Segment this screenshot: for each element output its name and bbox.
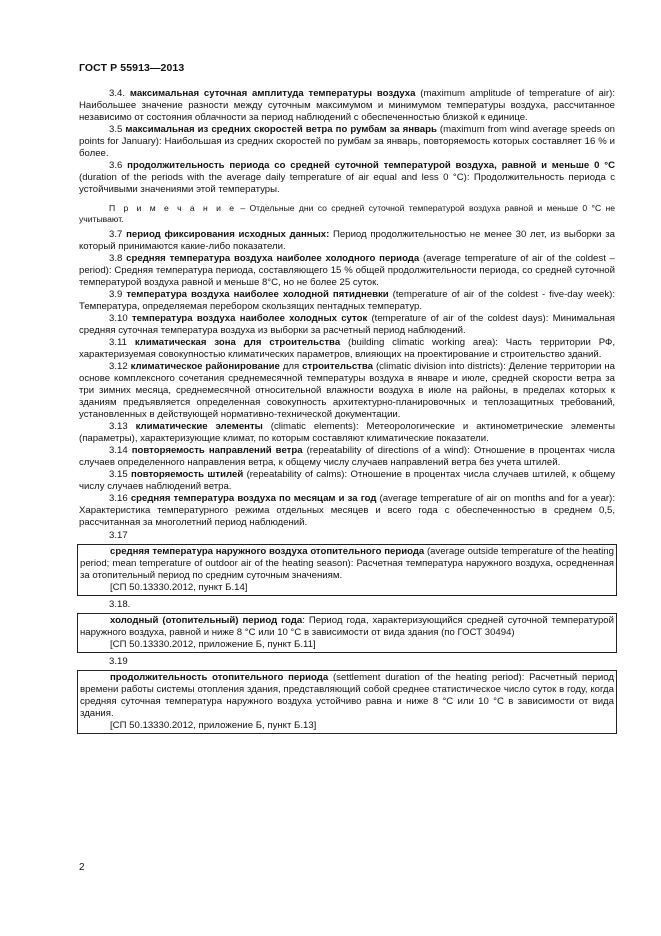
clause-3-8: 3.8 средняя температура воздуха наиболее холодного периода (average temperature of air of the coldest – period): Средняя температура периода, составляющего 15 % общей продолжительности периода, со средней суточной температурой воздуха равной и меньше 8°С, но не более 25 суток. (79, 253, 615, 288)
document-header: ГОСТ Р 55913—2013 (79, 62, 185, 74)
source-reference: [СП 50.13330.2012, приложение Б, пункт Б.13] (110, 720, 317, 731)
clause-3-12: 3.12 климатическое районирование для строительства (climatic division into districts): Деление территории на основе комплексного сочетания среднемесячной температуры воздуха в январе и июле, средней скорости ветра за три зимних месяца, среднемесячной относительной влажности воздуха в июле на районы, в пределах которых к зданиям предъявляется определенная совокупность архитектурно-планировочных и теплозащитных требований, установленных в действующей нормативно-технической документации. (79, 361, 616, 420)
boxed-definition-3-18 (77, 613, 617, 653)
definition-text: холодный (отопительный) период года: Период года, характеризующийся средней суточной температурой наружного воздуха, равной и ниже 8 °С или 10 °С в зависимости от вида здания (по ГОСТ 30494) (80, 615, 614, 638)
clause-number: 3.18. (109, 599, 131, 610)
clause-3-16: 3.16 средняя температура воздуха по месяцам и за год (average temperature of air on months and for a year): Характеристика температурного режима отдельных месяцев и всего года с обеспеченностью в среднем 0,5, рассчитанная за многолетний период наблюдений. (79, 493, 615, 528)
clause-3-10: 3.10 температура воздуха наиболее холодных суток (temperature of air of the coldest days): Минимальная средняя суточная температура воздуха из выборки за расчетный период наблюдений. (79, 313, 615, 336)
clause-number: 3.17 (109, 530, 128, 541)
clause-3-13: 3.13 климатические элементы (climatic elements): Метеорологические и актинометрические элементы (параметры), характеризующие климат, по которым составляют климатические показатели. (79, 421, 615, 444)
source-reference: [СП 50.13330.2012, пункт Б.14] (110, 582, 248, 593)
clause-3-14: 3.14 повторяемость направлений ветра (repeatability of directions of a wind): Отношение в процентах числа случаев определенного направления ветра, к общему числу случаев направлений ветра без учета штилей. (79, 445, 616, 468)
boxed-definition-3-17 (77, 544, 617, 596)
clause-3-6: 3.6 продолжительность периода со средней суточной температурой воздуха, равной и меньше 0 °С (duration of the periods with the average daily temperature of air equal and less 0 °C): Продолжительность периода с устойчивыми значениями этой температуры. (79, 160, 615, 195)
document-body (79, 88, 615, 737)
clause-3-15: 3.15 повторяемость штилей (repeatability of calms): Отношение в процентах числа случаев штилей, к общему числу случаев наблюдений ветра. (79, 469, 615, 492)
boxed-definition-3-19 (77, 670, 617, 734)
page-number: 2 (79, 862, 85, 873)
clause-3-11: 3.11 климатическая зона для строительства (building climatic working area): Часть территории РФ, характеризуемая совокупностью климатических параметров, влияющих на проектирование и строительство зданий. (79, 337, 615, 360)
definition-text: продолжительность отопительного периода (settlement duration of the heating period): Расчетный период времени работы системы отопления здания, представляющий собой среднее статистическое число суток в году, когда средняя суточная температура наружного воздуха устойчиво равна и ниже 8 °С или 10 °С в зависимости от вида здания. (80, 672, 614, 719)
clause-3-4: 3.4. максимальная суточная амплитуда температуры воздуха (maximum amplitude of temperature of air): Наибольшее значение разности между суточным максимумом и минимумом температуры воздуха, рассчитанное независимо от состояния облачности за период наблюдений с обеспеченностью близкой к единице. (79, 88, 615, 123)
definition-text: средняя температура наружного воздуха отопительного периода (average outside temperature of the heating period; mean temperature of outdoor air of the heating season): Расчетная температура наружного воздуха, осредненная за отопительный период по средним суточным значениям. (80, 546, 614, 581)
clause-3-7: 3.7 период фиксирования исходных данных: Период продолжительностью не менее 30 лет, из выборки за который принимаются какие-либо показатели. (79, 229, 615, 252)
note: П р и м е ч а н и е – Отдельные дни со средней суточной температурой воздуха равной и меньше 0 °С не учитывают. (79, 203, 616, 224)
clause-3-5: 3.5 максимальная из средних скоростей ветра по румбам за январь (maximum from wind average speeds on points for January): Наибольшая из средних скоростей по румбам за январь, повторяемость которых составляет 16 % и более. (79, 124, 615, 159)
clause-3-9: 3.9 температура воздуха наиболее холодной пятидневки (temperature of air of the coldest - five-day week): Температура, определяемая перебором скользящих пентадных температур. (79, 289, 615, 312)
clause-number: 3.19 (109, 656, 128, 667)
source-reference: [СП 50.13330.2012, приложение Б, пункт Б.11] (110, 639, 316, 650)
